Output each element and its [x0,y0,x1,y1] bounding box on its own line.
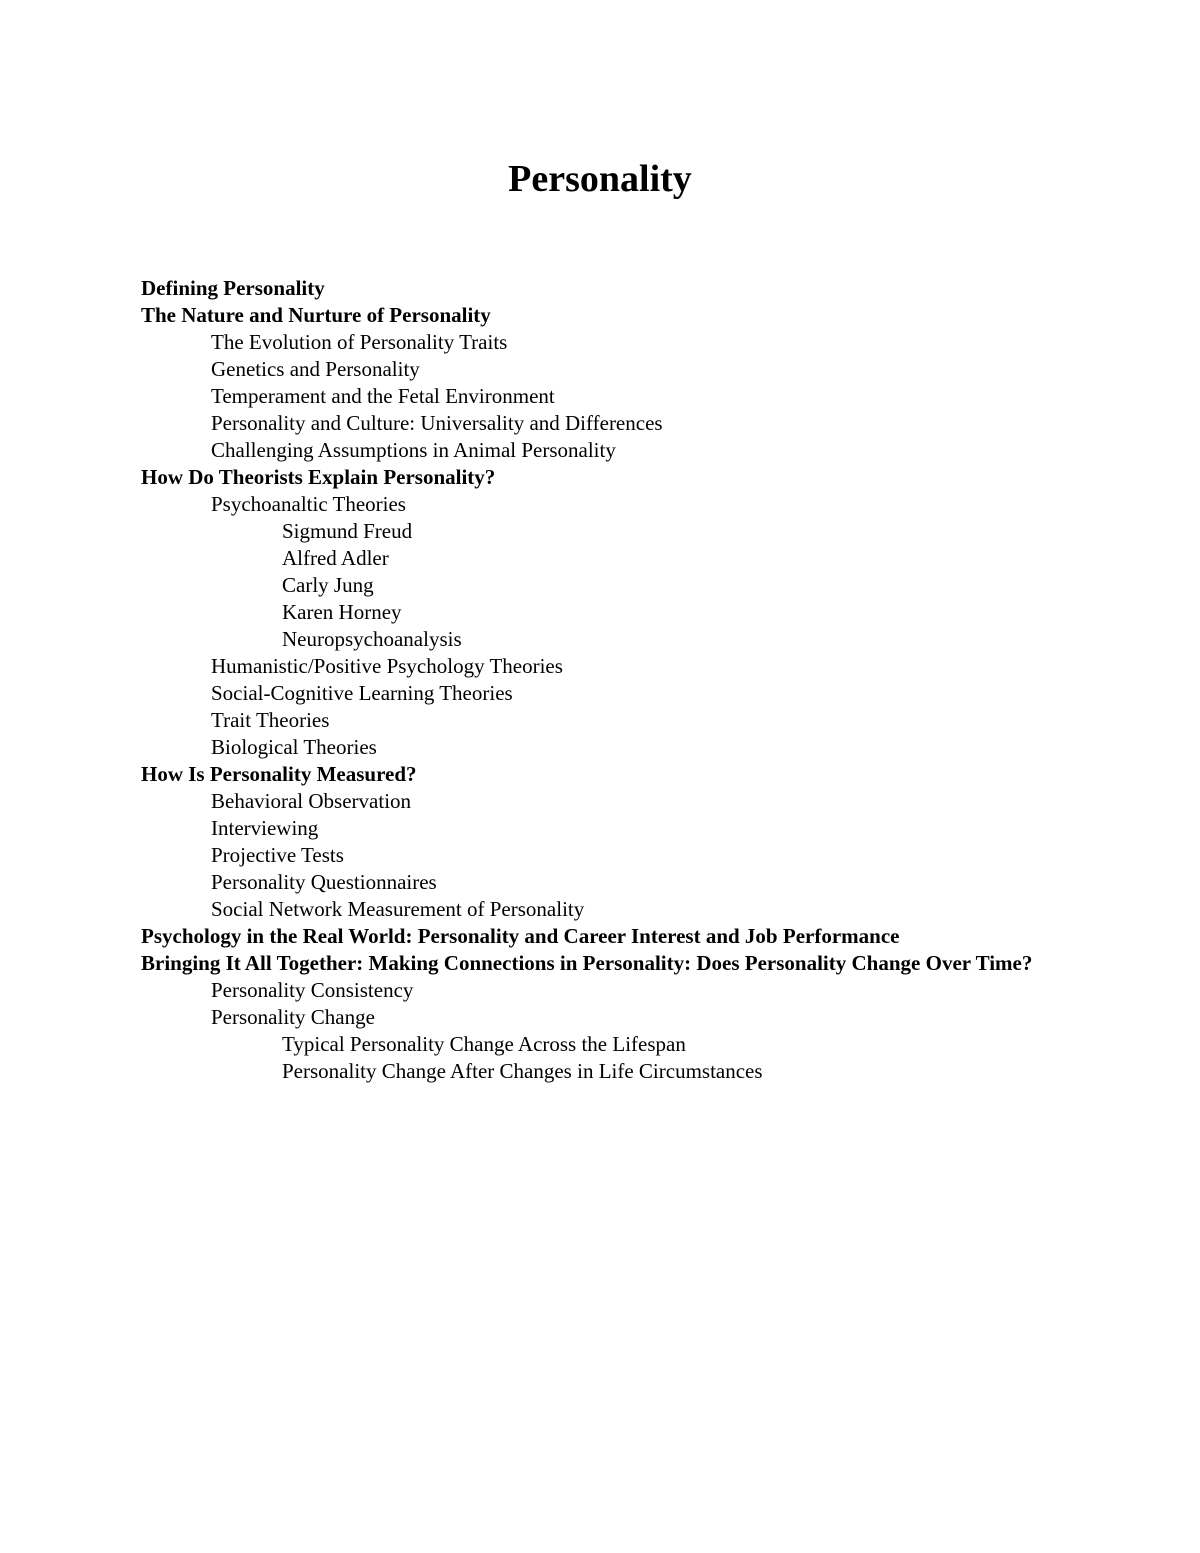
outline-subitem: Social Network Measurement of Personality [211,897,585,921]
outline-subitem: Social-Cognitive Learning Theories [211,681,513,705]
outline-subsubitem: Karen Horney [282,600,402,624]
outline-heading: How Do Theorists Explain Personality? [141,465,496,489]
outline-heading: How Is Personality Measured? [141,762,417,786]
outline-heading: Defining Personality [141,276,325,300]
outline-subitem: Personality Consistency [211,978,414,1002]
outline-subitem: Personality Change [211,1005,375,1029]
outline-heading: The Nature and Nurture of Personality [141,303,491,327]
outline-subitem: Humanistic/Positive Psychology Theories [211,654,563,678]
outline-subitem: Trait Theories [211,708,330,732]
outline-subitem: Challenging Assumptions in Animal Personality [211,438,616,462]
outline-subitem: Projective Tests [211,843,344,867]
outline-subitem: Genetics and Personality [211,357,420,381]
outline-subsubitem: Alfred Adler [282,546,389,570]
outline-heading: Bringing It All Together: Making Connections in Personality: Does Personality Change Over Time? [141,951,1033,975]
outline-subitem: The Evolution of Personality Traits [211,330,508,354]
outline-subsubitem: Carly Jung [282,573,374,597]
outline-subitem: Biological Theories [211,735,377,759]
outline-subitem: Psychoanaltic Theories [211,492,406,516]
outline-subitem: Temperament and the Fetal Environment [211,384,555,408]
outline-subsubitem: Sigmund Freud [282,519,413,543]
outline-subitem: Personality and Culture: Universality and Differences [211,411,663,435]
outline-subsubitem: Neuropsychoanalysis [282,627,462,651]
outline-subsubitem: Typical Personality Change Across the Lifespan [282,1032,686,1056]
outline-subitem: Interviewing [211,816,319,840]
outline-list [141,275,1041,1085]
outline-subitem: Personality Questionnaires [211,870,437,894]
outline-subsubitem: Personality Change After Changes in Life Circumstances [282,1059,763,1083]
outline-subitem: Behavioral Observation [211,789,412,813]
page-title: Personality [508,158,692,200]
outline-heading: Psychology in the Real World: Personality and Career Interest and Job Performance [141,924,900,948]
